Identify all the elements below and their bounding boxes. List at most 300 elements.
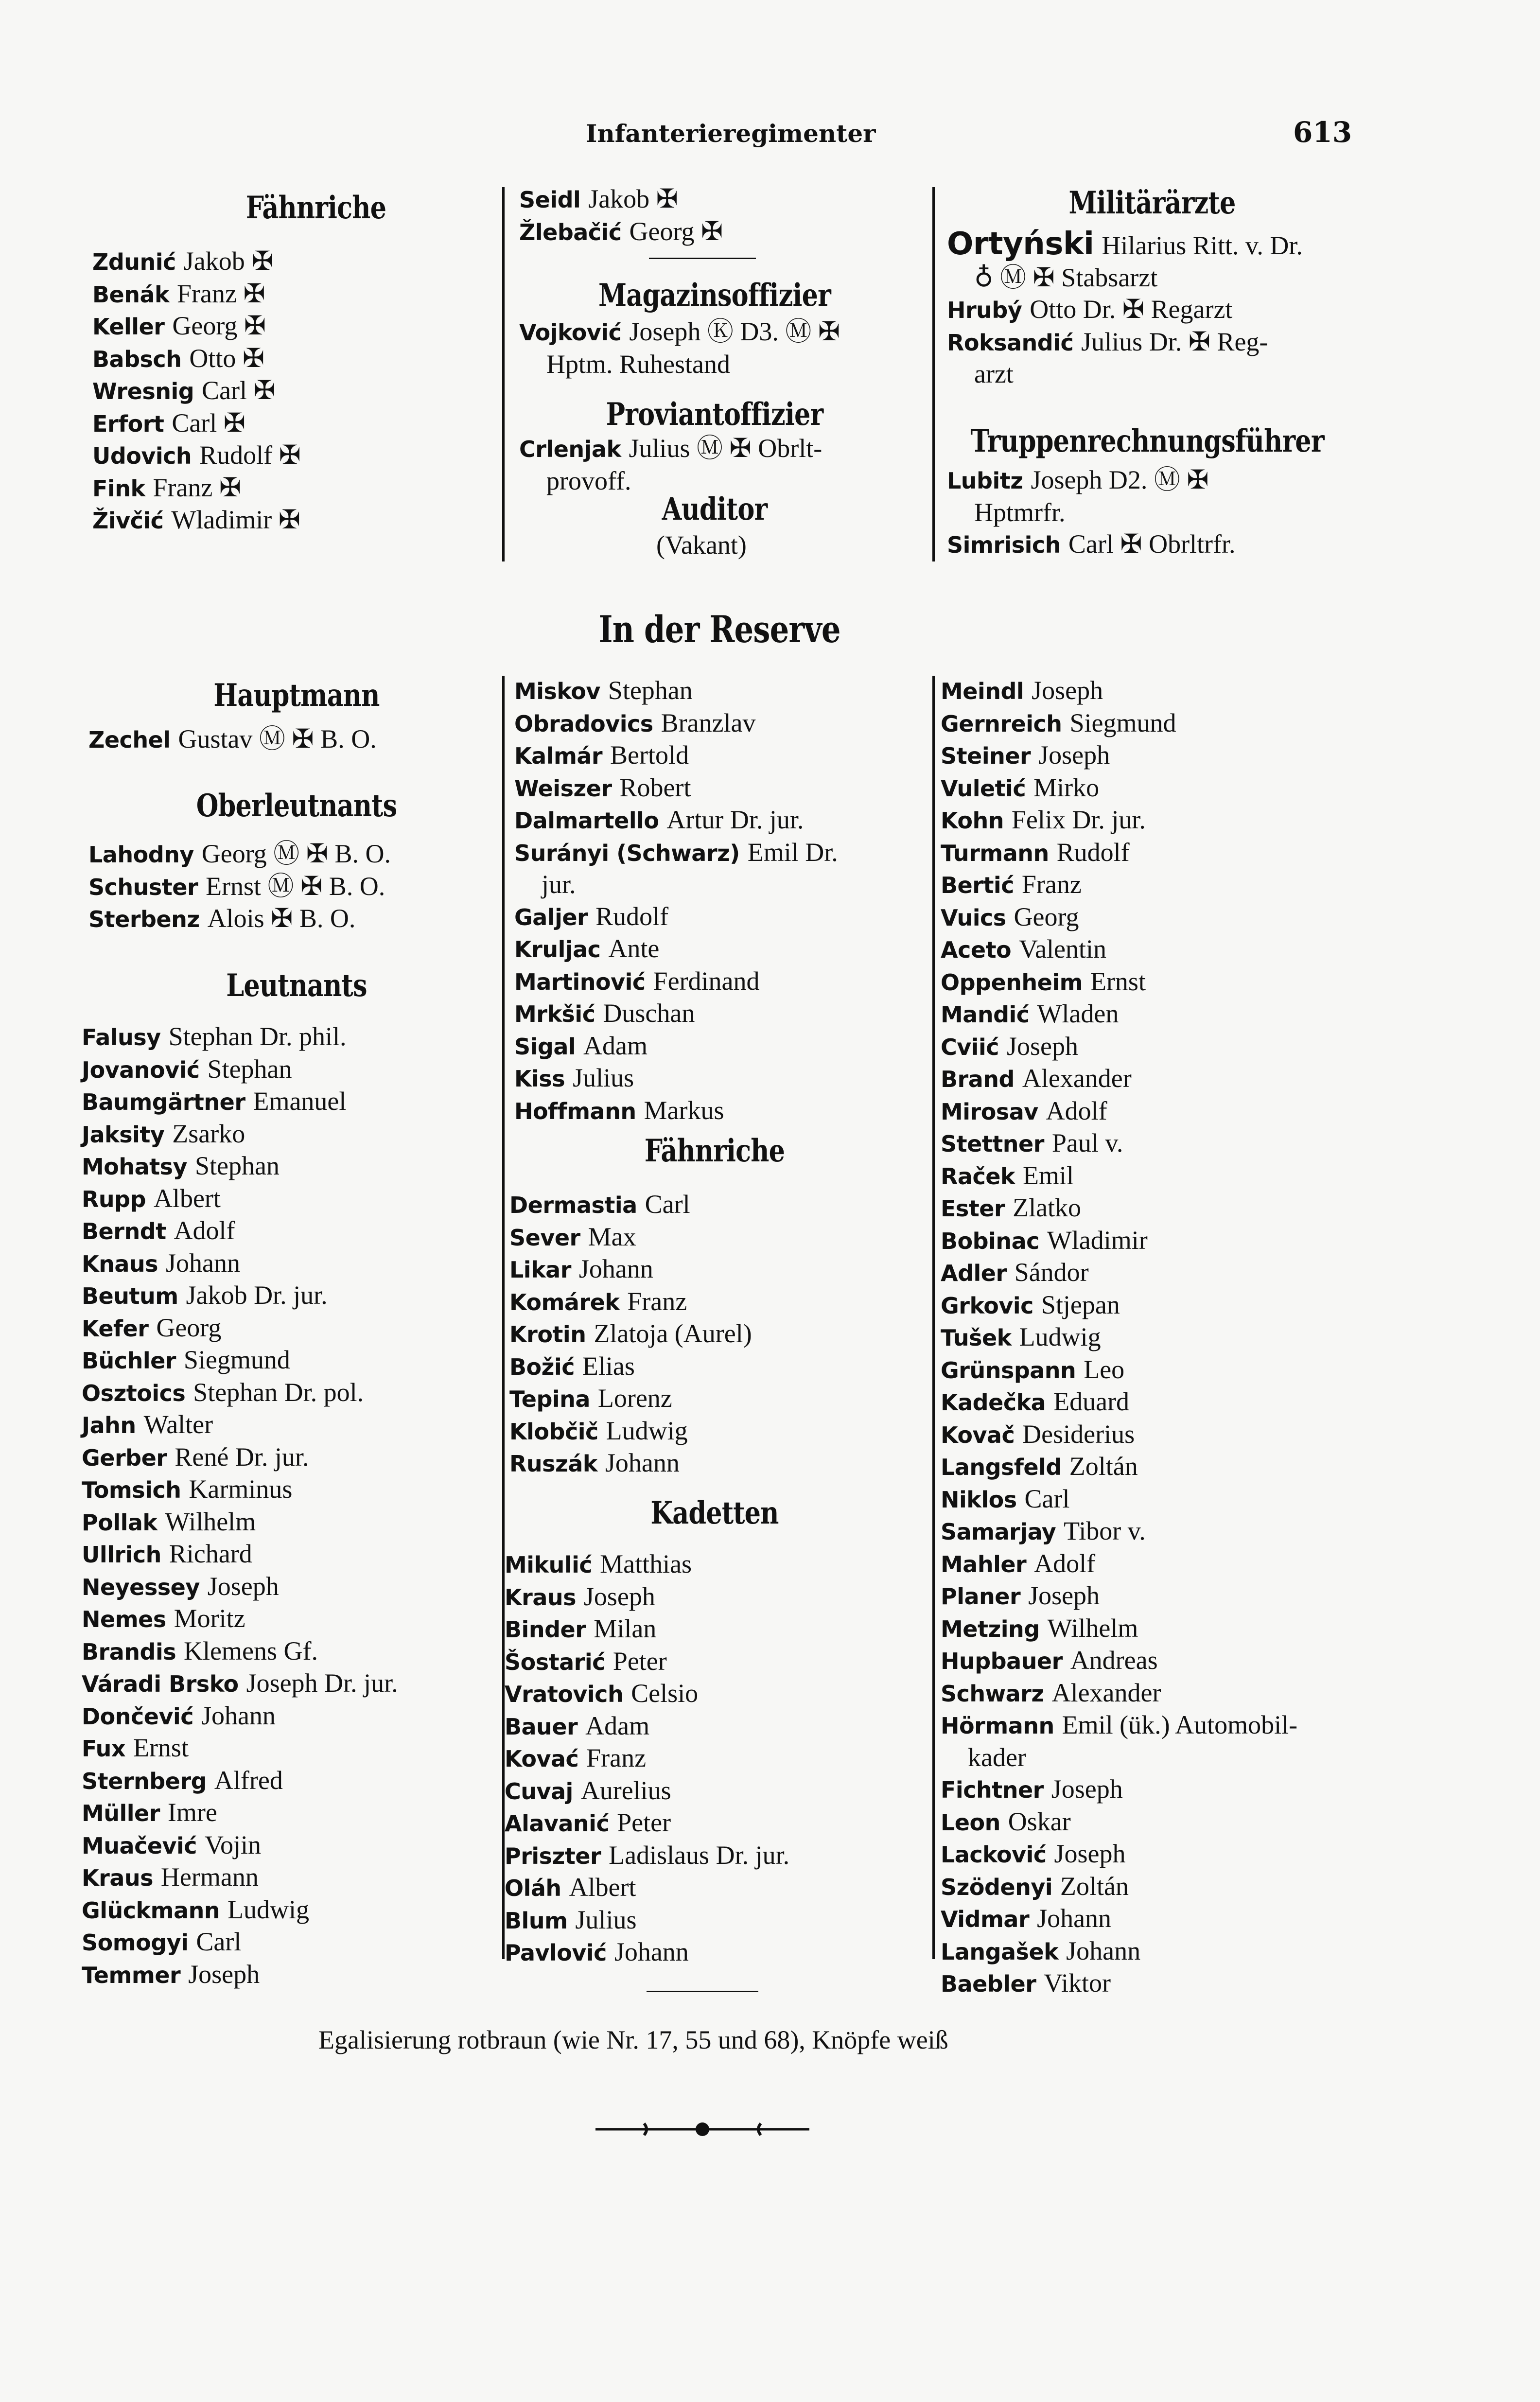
list-item <box>82 1280 398 1312</box>
list-item <box>92 278 301 311</box>
given-name-and-details: Siegmund <box>183 1345 290 1374</box>
surname: Büchler <box>82 1348 176 1374</box>
given-name-and-details: Stephan <box>207 1054 292 1084</box>
surname: Oppenheim <box>941 969 1083 996</box>
list-item <box>941 1063 1297 1095</box>
list-item: Crlenjak Julius Ⓜ ✠ Obrlt- <box>519 434 822 463</box>
given-name-and-details: Stephan Dr. phil. <box>168 1022 347 1051</box>
list-item <box>505 1742 789 1775</box>
list-item <box>941 1515 1297 1548</box>
given-name-and-details: Emil Dr. <box>747 837 838 867</box>
list-item <box>92 245 301 278</box>
list-item <box>941 1160 1297 1192</box>
list-item <box>92 310 301 343</box>
surname: Lahodny <box>88 842 194 868</box>
list-item <box>514 1062 838 1095</box>
given-name-and-details: Adolf <box>174 1216 235 1245</box>
list-item <box>941 804 1297 837</box>
surname: Kiss <box>514 1066 565 1092</box>
surname: Vuics <box>941 904 1006 931</box>
given-name-and-details: Milan <box>594 1614 657 1643</box>
list-item <box>941 1192 1297 1225</box>
given-name-and-details: Carl ✠ Obrltrfr. <box>1068 529 1236 559</box>
given-name-and-details: jur. <box>542 870 576 899</box>
given-name-and-details: kader <box>968 1742 1026 1772</box>
given-name-and-details: Branzlav <box>661 708 756 737</box>
surname: Grünspann <box>941 1357 1076 1384</box>
given-name-and-details: Alexander <box>1022 1064 1132 1093</box>
list-item <box>514 998 838 1030</box>
given-name-and-details: Valentin <box>1019 934 1107 964</box>
list-item-continuation: ♁ Ⓜ ✠ Stabsarzt <box>974 263 1158 292</box>
given-name-and-details: Joseph <box>1038 740 1110 770</box>
given-name-and-details: Oskar <box>1008 1806 1071 1836</box>
surname: Brand <box>941 1066 1015 1092</box>
list-item <box>505 1904 789 1937</box>
surname: Blum <box>505 1907 568 1934</box>
surname: Fichtner <box>941 1777 1044 1803</box>
surname: Schwarz <box>941 1680 1044 1707</box>
given-name-and-details: Jakob ✠ <box>183 246 274 276</box>
given-name-and-details: Ferdinand <box>653 966 760 996</box>
ornament-icon <box>595 2120 809 2139</box>
given-name-and-details: Richard <box>169 1539 252 1568</box>
given-name-and-details: Albert <box>569 1873 636 1902</box>
proviant-entry <box>519 433 928 497</box>
given-name-and-details: Duschan <box>603 999 695 1028</box>
list-item <box>941 1645 1297 1677</box>
list-item <box>941 1935 1297 1968</box>
surname: Sterbenz <box>88 906 200 932</box>
list-item <box>82 1959 398 1991</box>
given-name-and-details: Albert <box>153 1183 221 1213</box>
given-name-and-details: Rudolf <box>595 901 669 931</box>
list-item <box>505 1581 789 1613</box>
surname: Klobčič <box>509 1418 598 1445</box>
given-name-and-details: Emil (ük.) Automobil- <box>1062 1710 1298 1739</box>
surname: Rupp <box>82 1186 146 1212</box>
given-name-and-details: Carl ✠ <box>172 408 246 438</box>
list-item <box>82 1247 398 1280</box>
list-item <box>82 1506 398 1539</box>
surname: Obradovics <box>514 710 653 737</box>
given-name-and-details: Tibor v. <box>1064 1516 1146 1545</box>
given-name-and-details: Wilhelm <box>165 1507 256 1536</box>
given-name-and-details: Wilhelm <box>1047 1613 1138 1643</box>
surname: Martinović <box>514 968 646 995</box>
surname: Szödenyi <box>941 1874 1053 1900</box>
surname: Tepina <box>509 1386 590 1412</box>
given-name-and-details: Gustav Ⓜ ✠ B. O. <box>178 724 377 754</box>
surname: Šostarić <box>505 1648 605 1675</box>
given-name-and-details: Lorenz <box>597 1384 672 1413</box>
given-name-and-details: Rudolf <box>1056 837 1130 867</box>
given-name-and-details: Stjepan <box>1041 1290 1120 1319</box>
list-item <box>82 1894 398 1927</box>
given-name-and-details: Joseph <box>1028 1581 1100 1610</box>
given-name-and-details: Matthias <box>600 1549 692 1578</box>
given-name-and-details: Alfred <box>214 1765 283 1795</box>
given-name-and-details: Otto ✠ <box>189 343 265 373</box>
list-item <box>941 1419 1297 1451</box>
page-number: 613 <box>1293 116 1352 149</box>
list-item <box>88 723 377 756</box>
surname: Dončević <box>82 1703 194 1730</box>
surname: Mirosav <box>941 1098 1038 1125</box>
list-item <box>514 804 838 837</box>
given-name-and-details: Alois ✠ B. O. <box>207 904 356 933</box>
given-name-and-details: Carl <box>1024 1484 1070 1513</box>
list-item <box>82 1797 398 1829</box>
surname: Likar <box>509 1257 571 1283</box>
list-item <box>947 528 1236 561</box>
surname: Jovanović <box>82 1056 200 1083</box>
section-title-truppenrechnungsfuehrer: Truppenrechnungsführer <box>970 423 1324 459</box>
list-item <box>82 1603 398 1635</box>
list-item <box>941 1289 1297 1322</box>
list-item <box>92 375 301 407</box>
surname: Sigal <box>514 1033 576 1060</box>
surname: Gerber <box>82 1444 167 1471</box>
list-item <box>509 1318 752 1350</box>
surname: Hörmann <box>941 1713 1054 1739</box>
surname: Nemes <box>82 1606 166 1632</box>
given-name-and-details: Celsio <box>631 1679 699 1708</box>
list-item <box>514 772 838 805</box>
list-item <box>509 1286 752 1318</box>
given-name-and-details: Adam <box>583 1031 648 1060</box>
list-item <box>505 1775 789 1807</box>
given-name-and-details: Stephan <box>608 676 693 705</box>
list-item <box>92 472 301 505</box>
given-name-and-details: Ernst Ⓜ ✠ B. O. <box>206 871 385 901</box>
list-item <box>941 675 1297 707</box>
given-name-and-details: Ernst <box>133 1733 189 1762</box>
given-name-and-details: Markus <box>644 1095 724 1125</box>
given-name-and-details: Sándor <box>1014 1258 1089 1287</box>
surname: Seidl <box>519 187 581 213</box>
surname: Somogyi <box>82 1929 189 1956</box>
list-item <box>941 869 1297 901</box>
given-name-and-details: Johann <box>1037 1904 1112 1933</box>
surname: Tušek <box>941 1325 1012 1351</box>
surname: Žlebačić <box>519 219 622 245</box>
footer-note: Egalisierung rotbraun (wie Nr. 17, 55 und 68), Knöpfe weiß <box>318 2025 948 2054</box>
given-name-and-details: Wladen <box>1037 999 1119 1028</box>
given-name-and-details: Felix Dr. jur. <box>1011 805 1146 834</box>
list-item <box>514 869 838 901</box>
surname: Meindl <box>941 678 1024 704</box>
list-item <box>519 216 723 248</box>
list-item <box>941 772 1297 805</box>
auditor-value: (Vakant) <box>656 530 747 560</box>
list-item <box>509 1189 752 1221</box>
list-item <box>941 739 1297 772</box>
list-item <box>941 1225 1297 1257</box>
given-name-and-details: Georg <box>156 1313 222 1342</box>
list-item <box>88 838 391 871</box>
given-name-and-details: Alexander <box>1051 1678 1161 1707</box>
given-name-and-details: Andreas <box>1070 1646 1158 1675</box>
given-name-and-details: Adolf <box>1046 1096 1107 1125</box>
list-item <box>941 1613 1297 1645</box>
given-name-and-details: Ante <box>608 934 660 963</box>
list-item <box>88 871 391 903</box>
magazin-entry <box>519 316 928 380</box>
surname: Raček <box>941 1163 1015 1190</box>
list-item <box>509 1415 752 1448</box>
given-name-and-details: Klemens Gf. <box>184 1636 318 1666</box>
surname: Mahler <box>941 1551 1027 1578</box>
list-doctors <box>947 228 1303 390</box>
surname: Zechel <box>88 727 171 753</box>
given-name-and-details: Adolf <box>1034 1548 1096 1578</box>
given-name-and-details: Johann <box>165 1248 240 1278</box>
list-item <box>941 1709 1297 1742</box>
list-item <box>505 1613 789 1646</box>
surname: Muačević <box>82 1832 197 1859</box>
list-item <box>941 1967 1297 2000</box>
section-title-auditor: Auditor <box>662 491 768 527</box>
surname: Komárek <box>509 1289 620 1315</box>
surname: Berndt <box>82 1218 166 1245</box>
section-title-hauptmann: Hauptmann <box>213 677 380 714</box>
given-name-and-details: Artur Dr. jur. <box>666 805 804 834</box>
given-name-and-details: Walter <box>143 1410 213 1439</box>
list-item <box>941 1321 1297 1354</box>
list-item <box>82 1086 398 1118</box>
list-item <box>92 439 301 472</box>
list-item <box>505 1548 789 1581</box>
surname: Planer <box>941 1583 1021 1610</box>
list-item <box>82 1409 398 1441</box>
given-name-and-details: Hilarius Ritt. v. Dr. <box>1102 231 1303 260</box>
given-name-and-details: Stephan Dr. pol. <box>193 1377 364 1407</box>
given-name-and-details: Joseph <box>188 1959 260 1989</box>
surname: Samarjay <box>941 1519 1056 1545</box>
given-name-and-details: Zlatoja (Aurel) <box>594 1319 752 1348</box>
list-item <box>519 183 723 216</box>
surname: Baumgärtner <box>82 1089 245 1115</box>
surname: Knaus <box>82 1250 158 1277</box>
given-name-and-details: Rudolf ✠ <box>199 440 301 470</box>
list-reserve-middle <box>514 675 838 1127</box>
surname: Mikulić <box>505 1552 593 1578</box>
surname: Váradi Brsko <box>82 1671 239 1697</box>
surname: Babsch <box>92 346 182 372</box>
list-item <box>88 903 391 935</box>
surname: Oláh <box>505 1875 561 1901</box>
list-item: provoff. <box>546 466 631 495</box>
given-name-and-details: Zoltán <box>1060 1871 1129 1901</box>
surname: Langašek <box>941 1938 1059 1965</box>
list-item <box>505 1678 789 1710</box>
surname: Cuvaj <box>505 1778 573 1805</box>
list-item <box>941 901 1297 934</box>
given-name-and-details: Johann <box>201 1701 276 1730</box>
given-name-and-details: Joseph <box>1032 676 1103 705</box>
given-name-and-details: Robert <box>619 772 691 802</box>
list-item <box>941 1903 1297 1935</box>
list-item <box>82 1183 398 1215</box>
given-name-and-details: Otto Dr. ✠ Regarzt <box>1030 295 1233 324</box>
list-item <box>514 933 838 965</box>
list-item <box>509 1253 752 1286</box>
surname: Benák <box>92 281 170 308</box>
surname: Kovać <box>505 1746 579 1772</box>
given-name-and-details: Viktor <box>1044 1968 1111 1998</box>
list-item <box>514 1095 838 1127</box>
list-item <box>92 504 301 537</box>
list-item <box>941 707 1297 740</box>
given-name-and-details: Peter <box>612 1646 667 1676</box>
list-item <box>941 1806 1297 1839</box>
surname: Kovač <box>941 1421 1015 1448</box>
surname: Schuster <box>88 874 198 900</box>
given-name-and-details: Georg ✠ <box>629 216 723 246</box>
list-item <box>82 1312 398 1345</box>
list-item <box>514 965 838 998</box>
list-item <box>82 1053 398 1086</box>
surname: Bertić <box>941 872 1014 898</box>
surname: Priszter <box>505 1842 601 1869</box>
surname: Fink <box>92 475 145 502</box>
surname: Wresnig <box>92 378 194 404</box>
surname: Kalmár <box>514 743 603 769</box>
list-item <box>514 1030 838 1063</box>
list-item <box>82 1344 398 1377</box>
given-name-and-details: Zoltán <box>1069 1452 1138 1481</box>
given-name-and-details: Joseph <box>207 1571 279 1601</box>
list-item <box>514 739 838 772</box>
given-name-and-details: Joseph D2. Ⓜ ✠ <box>1031 465 1209 494</box>
list-item-continuation: arzt <box>974 359 1014 388</box>
list-item <box>509 1221 752 1254</box>
list-item <box>941 1742 1297 1774</box>
given-name-and-details: Elias <box>582 1351 635 1381</box>
given-name-and-details: Wladimir <box>1047 1225 1148 1255</box>
list-item <box>82 1021 398 1053</box>
section-title-leutnants: Leutnants <box>226 967 367 1004</box>
section-title-reserve: In der Reserve <box>598 608 840 651</box>
given-name-and-details: Jakob Dr. jur. <box>186 1280 328 1310</box>
list-item <box>92 407 301 440</box>
surname: Krotin <box>509 1321 586 1348</box>
surname: Fux <box>82 1736 126 1762</box>
given-name-and-details: Moritz <box>174 1604 245 1633</box>
list-item <box>82 1118 398 1151</box>
list-top-middle <box>519 183 723 248</box>
given-name-and-details: Julius <box>575 1905 637 1934</box>
surname: Božić <box>509 1353 575 1380</box>
list-item <box>941 998 1297 1031</box>
given-name-and-details: Georg <box>1014 902 1079 931</box>
list-item <box>941 1127 1297 1160</box>
list-faehnriche-top <box>92 245 301 537</box>
given-name-and-details: Franz <box>586 1743 647 1772</box>
given-name-and-details: Zsarko <box>172 1119 245 1148</box>
surname: Ortyński <box>947 226 1094 262</box>
surname: Surányi (Schwarz) <box>514 840 740 866</box>
given-name-and-details: Desiderius <box>1022 1419 1135 1449</box>
list-kadetten <box>505 1548 789 1969</box>
surname: Aceto <box>941 937 1012 963</box>
list-item <box>82 1150 398 1183</box>
given-name-and-details: Aurelius <box>580 1775 671 1805</box>
given-name-and-details: Johann <box>578 1254 653 1283</box>
surname: Müller <box>82 1800 160 1826</box>
surname: Leon <box>941 1809 1000 1836</box>
surname: Hrubý <box>947 297 1022 323</box>
list-item <box>941 1354 1297 1386</box>
surname: Stettner <box>941 1131 1044 1157</box>
given-name-and-details: Ernst <box>1090 966 1146 996</box>
list-item <box>941 837 1297 869</box>
surname: Grkovic <box>941 1292 1033 1319</box>
surname: Binder <box>505 1616 586 1643</box>
list-item <box>82 1441 398 1474</box>
list-item <box>514 901 838 933</box>
list-item <box>509 1383 752 1415</box>
surname: Sever <box>509 1224 580 1251</box>
footer-divider <box>647 1991 758 1992</box>
list-item <box>82 1765 398 1797</box>
surname: Kraus <box>505 1584 576 1611</box>
list-hauptmann <box>88 723 377 756</box>
list-item <box>941 1773 1297 1806</box>
surname: Ester <box>941 1195 1005 1222</box>
section-title-magazinsoffizier: Magazinsoffizier <box>598 277 831 314</box>
surname: Osztoics <box>82 1380 186 1406</box>
surname: Roksandić <box>947 329 1074 356</box>
column-rule <box>932 676 935 1959</box>
surname: Weiszer <box>514 775 612 802</box>
surname: Vidmar <box>941 1906 1030 1932</box>
list-item <box>82 1732 398 1765</box>
list-item <box>514 837 838 869</box>
surname: Hupbauer <box>941 1648 1063 1674</box>
surname: Lacković <box>941 1841 1047 1868</box>
section-title-faehnriche-reserve: Fähnriche <box>644 1133 785 1169</box>
surname: Ullrich <box>82 1542 161 1568</box>
section-title-proviantoffizier: Proviantoffizier <box>606 396 823 433</box>
list-item <box>82 1377 398 1409</box>
section-title-kadetten: Kadetten <box>650 1495 779 1531</box>
given-name-and-details: Carl <box>645 1190 690 1219</box>
surname: Erfort <box>92 410 164 437</box>
given-name-and-details: Hermann <box>160 1862 259 1892</box>
given-name-and-details: Karminus <box>189 1474 293 1504</box>
surname: Pavlović <box>505 1940 607 1966</box>
list-item <box>82 1571 398 1603</box>
given-name-and-details: René Dr. jur. <box>175 1442 309 1472</box>
given-name-and-details: Adam <box>585 1711 650 1740</box>
section-title-militaeraerzte: Militärärzte <box>1068 185 1236 221</box>
surname: Ruszák <box>509 1451 597 1477</box>
given-name-and-details: Eduard <box>1053 1387 1130 1416</box>
given-name-and-details: Carl <box>196 1927 242 1956</box>
given-name-and-details: Julius Dr. ✠ Reg- <box>1081 327 1268 356</box>
column-rule <box>932 187 935 561</box>
given-name-and-details: Johann <box>605 1448 680 1477</box>
given-name-and-details: Julius <box>573 1063 634 1092</box>
surname: Turmann <box>941 840 1049 866</box>
section-divider <box>649 258 756 259</box>
list-item <box>941 1483 1297 1516</box>
surname: Dalmartello <box>514 807 659 834</box>
given-name-and-details: Joseph <box>1051 1774 1123 1804</box>
surname: Hoffmann <box>514 1098 636 1124</box>
